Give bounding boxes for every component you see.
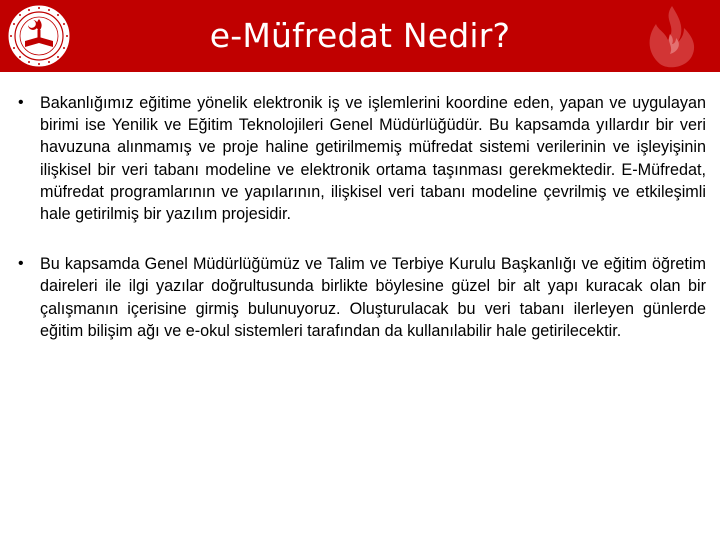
bullet-icon: • — [18, 255, 24, 273]
bullet-text: Bu kapsamda Genel Müdürlüğümüz ve Talim ve Terbiye Kurulu Başkanlığı ve eğitim öğretim daireleri ile ilgi yazılar doğrultusunda birlikte böylesine güzel bir alt yapı kuracak olan bir çalışmanın içerisine girmiş bulunuyoruz. Oluşturulacak bu veri tabanı ilerleyen günlerde eğitim bilişim ağı ve e-okul sistemleri tarafından da kullanılabilir hale getirilecektir. — [40, 255, 706, 340]
bullet-text: Bakanlığımız eğitime yönelik elektronik iş ve işlemlerini koordine eden, yapan ve uygulayan birimi ise Yenilik ve Eğitim Teknolojileri Genel Müdürlüğüdür. Bu kapsamda yıllardır bir veri havuzuna alınmamış ve proje haline getirilmemiş müfredat sistemi verilerinin ve işleyişinin ilişkisel bir veri tabanı modeline ve elektronik ortama taşınması gerekmektedir. E-Müfredat, müfredat programlarının ve yapılarının, ilişkisel veri tabanı modeline çevrilmiş ve etkileşimli hale getirilmiş bir yazılım projesidir. — [40, 94, 706, 224]
list-item — [18, 92, 706, 225]
slide-header — [0, 0, 720, 72]
slide-title: e-Müfredat Nedir? — [209, 16, 511, 55]
flame-icon — [632, 4, 702, 70]
bullet-icon: • — [18, 94, 24, 111]
list-item — [18, 253, 706, 342]
slide-content — [18, 92, 706, 366]
